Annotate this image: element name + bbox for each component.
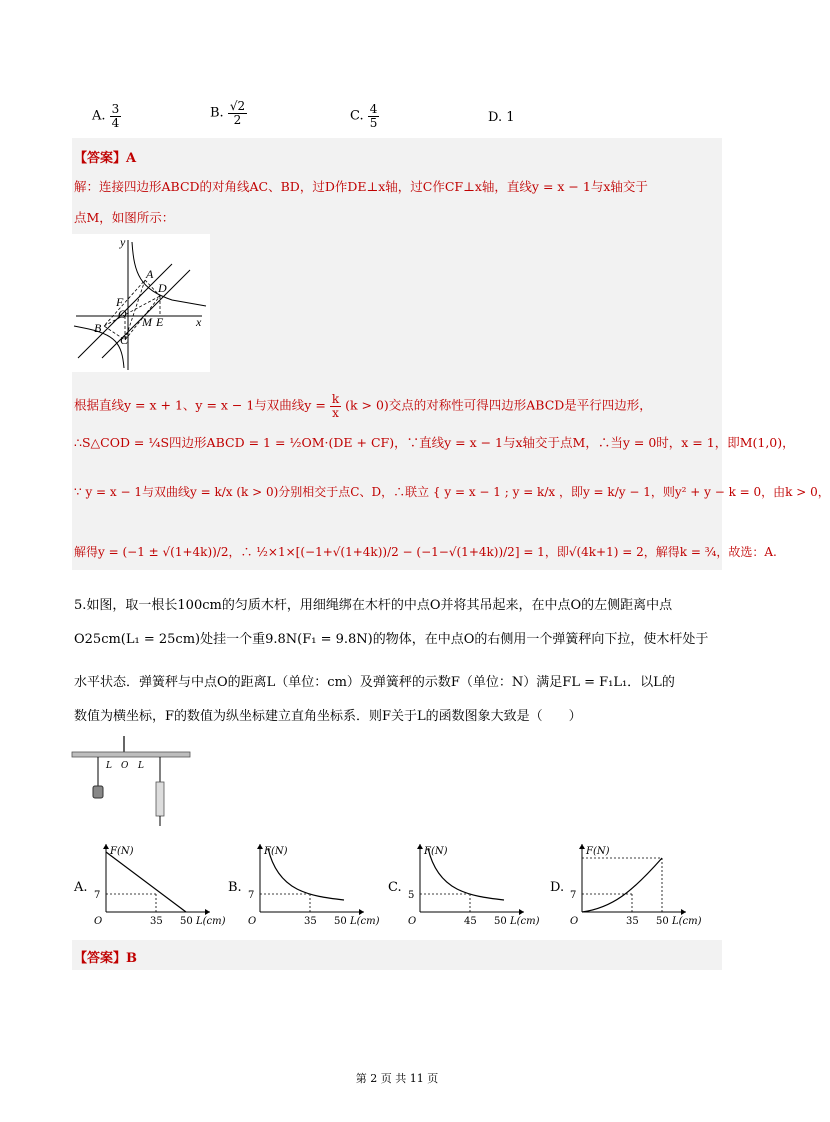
y-tick-label: 7 [570,890,577,901]
solution-line-1: 解：连接四边形ABCD的对角线AC、BD，过D作DE⊥x轴，过C作CF⊥x轴，直线y = x − 1与x轴交于 [74,179,648,194]
origin-label: O [570,916,579,927]
y-tick-label: 7 [94,890,101,901]
x-tick-label-1: 35 [304,916,317,927]
option-c-fraction: $\frac{4}{5}$ [369,102,378,130]
fig-label-a: A [146,267,154,281]
q5-line-1: 5.如图，取一根长100cm的匀质木杆，用细绳绑在木杆的中点O并将其吊起来，在中点O的左侧距离中点 [74,598,673,613]
page-footer: 第 2 页 共 11 页 [355,1072,439,1085]
solution-line-4: ∴S△COD = ¼S四边形ABCD = 1 = ½OM·(DE + CF)，∵直线y = x − 1与x轴交于点M，∴当y = 0时，x = 1，即M(1,0)， [74,435,795,450]
choice-b-label: B. [228,880,242,895]
answer-label: 【答案】A [74,151,137,166]
y-tick-label: 5 [408,890,415,901]
choice-d-graph [566,838,702,930]
q5-line-3: 水平状态．弹簧秤与中点O的距离L（单位：cm）及弹簧秤的示数F（单位：N）满足FL = F₁L₁．以L的 [74,675,675,690]
function-curve [106,852,186,912]
fig-label-m: M [142,315,152,329]
y-axis-label: F(N) [264,846,288,857]
option-d: D. 1 [488,110,515,125]
answer2-label: 【答案】B [74,951,137,966]
option-b-fraction: $\frac{√2}{2}$ [229,99,246,127]
origin-label: O [248,916,257,927]
fig-label-y: y [120,235,126,249]
lever-label-o: O [121,761,129,771]
answer2-block [72,940,722,970]
lever-label-l: L [138,761,144,771]
origin-label: O [94,916,103,927]
origin-label: O [408,916,417,927]
choice-d-label: D. [550,880,565,895]
choice-a-graph [90,838,226,930]
x-arrow [205,909,210,915]
x-axis-label: L(cm) [350,916,380,927]
x-arrow [359,909,364,915]
fig-label-x: x [196,315,202,329]
x-tick-label-1: 35 [626,916,639,927]
y-axis-label: F(N) [424,846,448,857]
lever-label-l1: L [106,761,112,771]
x-arrow [519,909,524,915]
k-over-x-fraction: $\frac{k}{x}$ [331,392,340,420]
choice-a-label: A. [74,880,88,895]
y-tick-label: 7 [248,890,255,901]
q5-line-4: 数值为横坐标，F的数值为纵坐标建立直角坐标系．则F关于L的函数图象大致是（ ） [74,709,582,724]
x-tick-label-2: 50 [494,916,507,927]
x-tick-label-1: 45 [464,916,477,927]
y-arrow [257,844,263,849]
y-axis-label: F(N) [586,846,610,857]
fig-label-e: E [156,315,164,329]
option-b: B. $\frac{√2}{2}$ [210,99,246,127]
hyperbola-figure [72,234,210,372]
y-arrow [417,844,423,849]
y-arrow [579,844,585,849]
fig-label-b: B [94,321,102,335]
q5-line-2: O25cm(L₁ = 25cm)处挂一个重9.8N(F₁ = 9.8N)的物体，在中点O的右侧用一个弹簧秤向下拉，使木杆处于 [74,632,709,647]
choice-b-graph [244,838,380,930]
solution-line-5: ∵ y = x − 1与双曲线y = k/x (k > 0)分别相交于点C、D，∴联立 { y = x − 1 ; y = k/x ，即y = k/y − 1，则y² + y − k = 0，由k > 0， [74,485,830,499]
solution-line-3: 根据直线y = x + 1、y = x − 1与双曲线y = $\frac{k}{x}$ (k > 0)交点的对称性可得四边形ABCD是平行四边形， [74,392,652,420]
option-a: A. $\frac{3}{4}$ [92,102,120,130]
x-axis-label: L(cm) [672,916,702,927]
option-c: C. $\frac{4}{5}$ [350,102,378,130]
fig-label-f: F [116,295,124,309]
x-tick-label-2: 50 [334,916,347,927]
y-axis-label: F(N) [110,846,134,857]
y-arrow [103,844,109,849]
function-curve [582,858,662,912]
choice-c-graph [404,838,540,930]
x-tick-label-2: 50 [180,916,193,927]
x-arrow [681,909,686,915]
fig-label-d: D [158,281,167,295]
fig-label-c: C [120,333,129,347]
option-a-fraction: $\frac{3}{4}$ [111,102,120,130]
x-tick-label-1: 35 [150,916,163,927]
solution-line-2: 点M，如图所示： [74,210,175,225]
x-axis-label: L(cm) [510,916,540,927]
fig-label-o: O [118,307,127,321]
x-axis-label: L(cm) [196,916,226,927]
lever-figure [72,734,192,830]
solution-line-6: 解得y = (−1 ± √(1+4k))/2，∴ ½×1×[(−1+√(1+4k))/2 − (−1−√(1+4k))/2] = 1，即√(4k+1) = 2，解得k = ¾，故选：A. [74,545,777,559]
x-tick-label-2: 50 [656,916,669,927]
choice-c-label: C. [388,880,402,895]
